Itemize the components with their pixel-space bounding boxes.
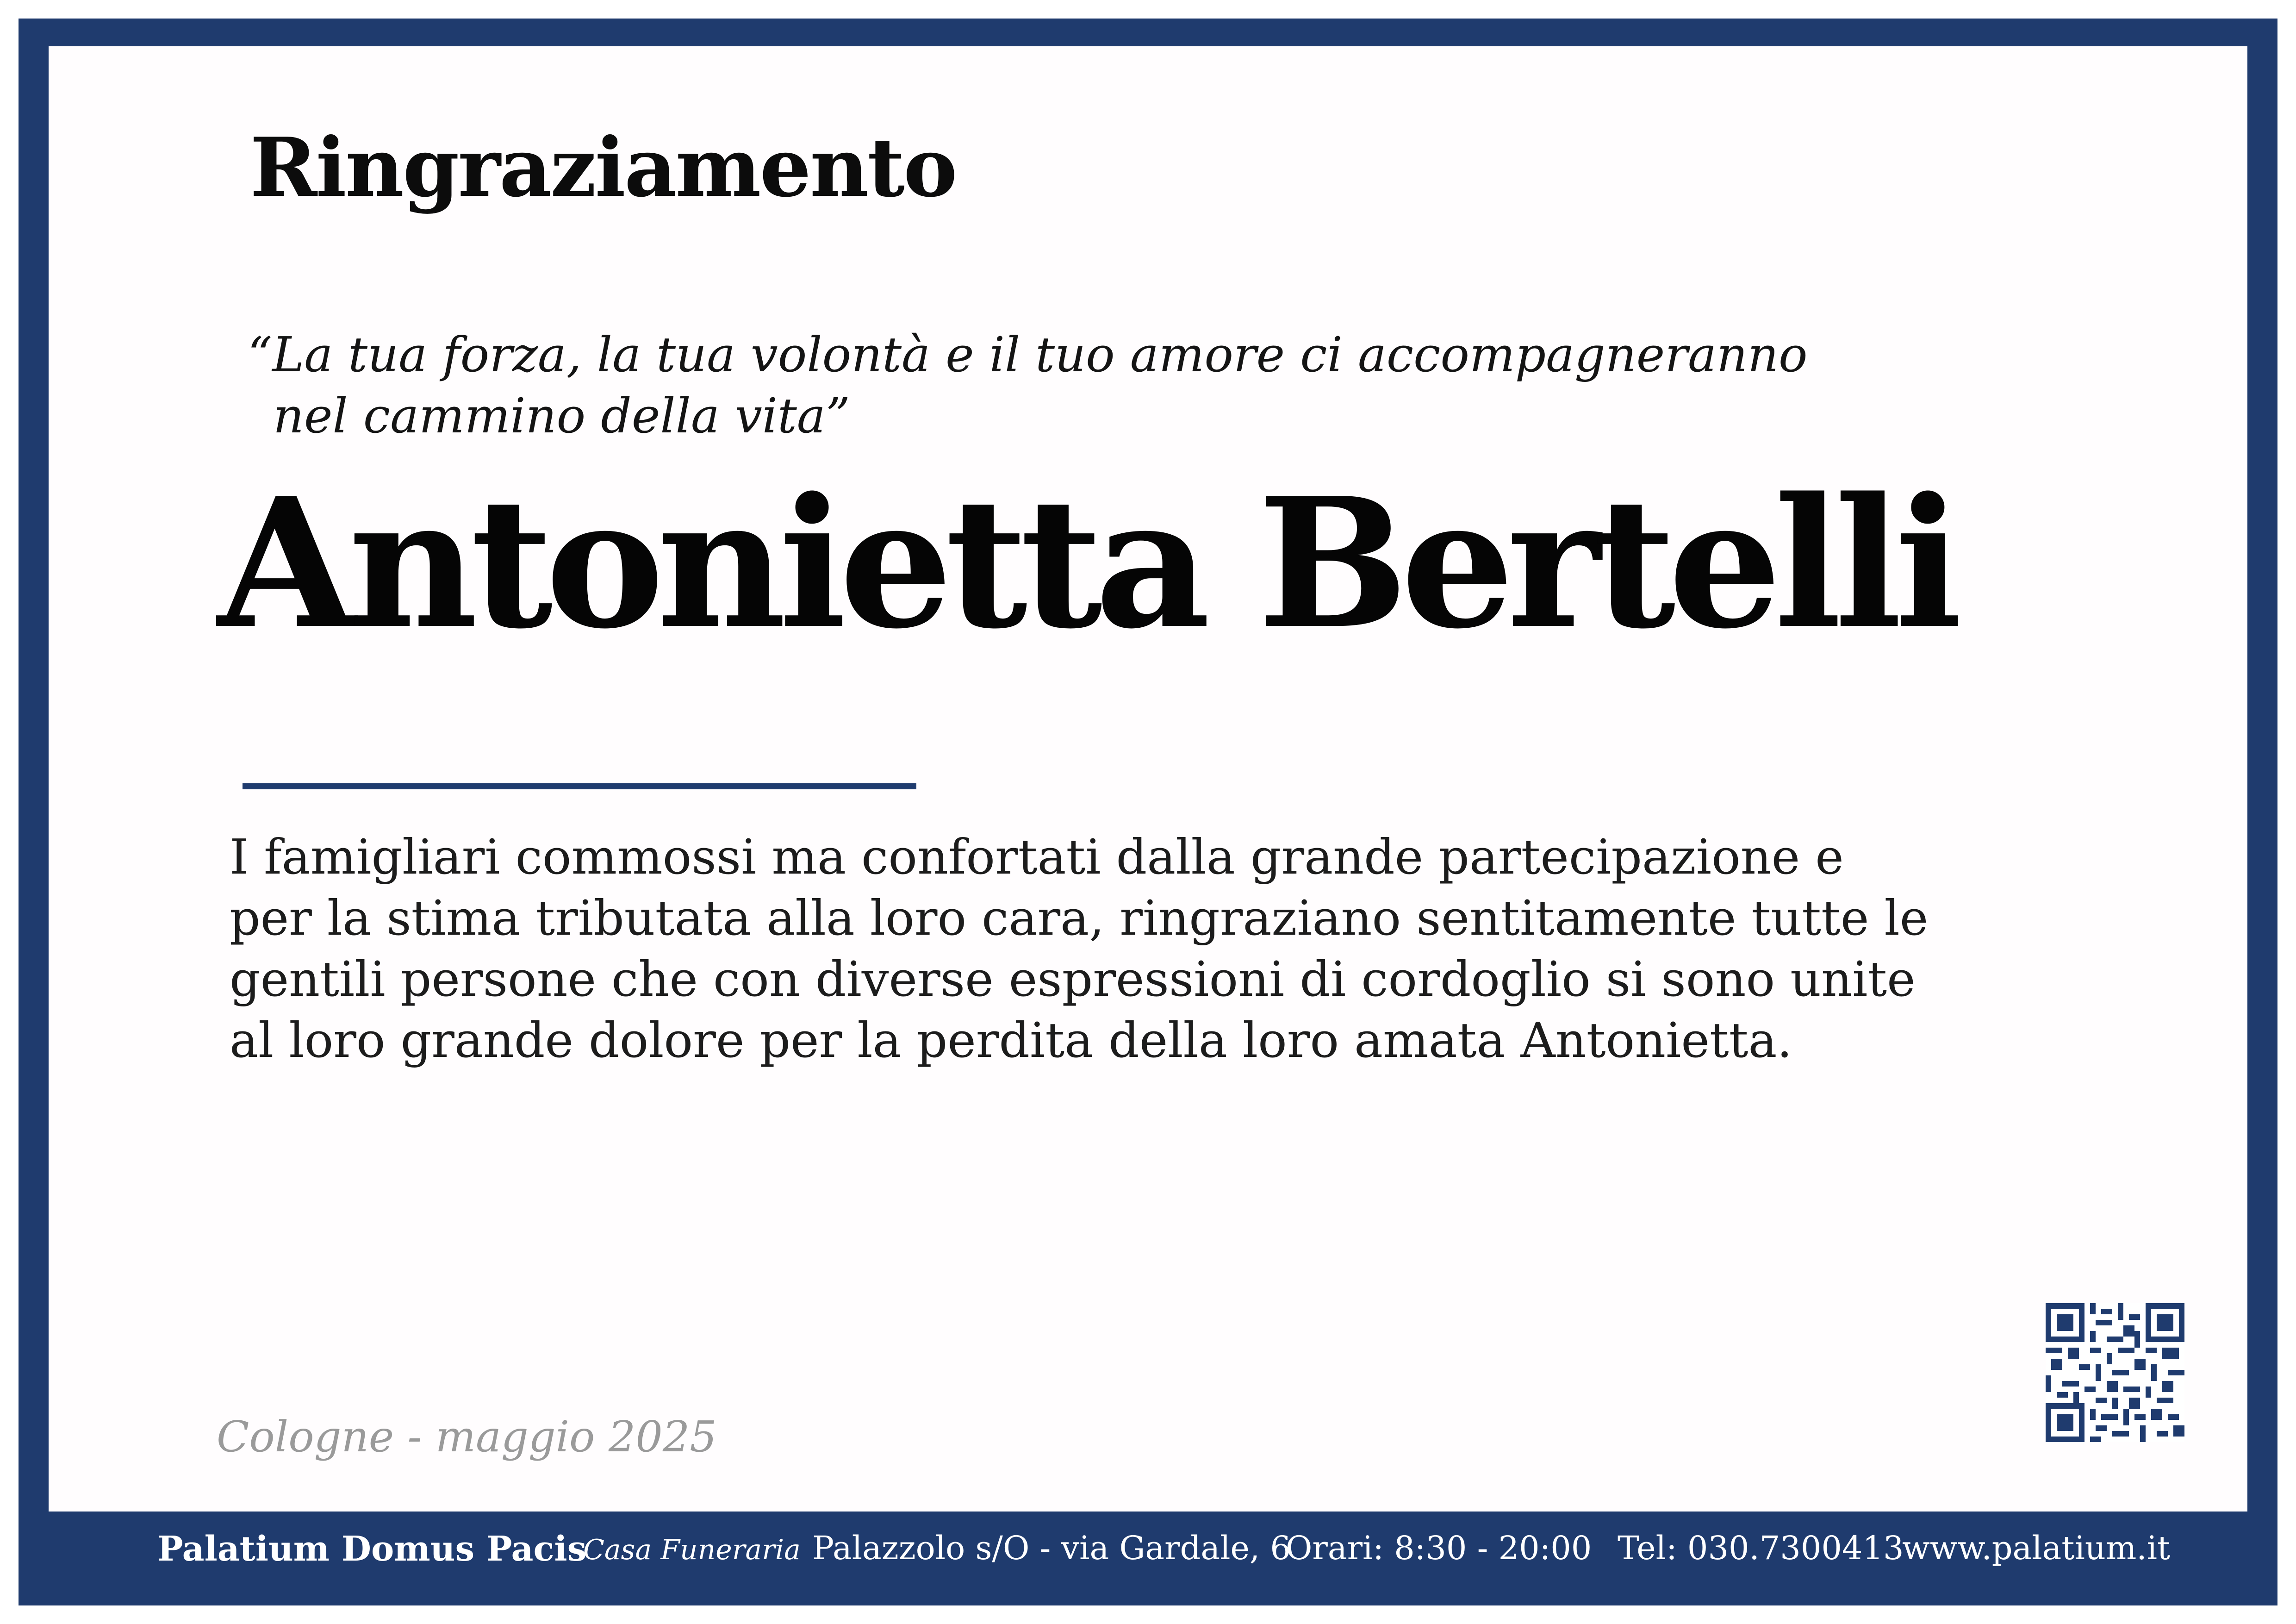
- footer-bar: [19, 1512, 2277, 1605]
- notice-title: Ringraziamento: [250, 120, 956, 215]
- thanks-message: [230, 826, 1928, 1071]
- company-type: Casa Funeraria: [583, 1534, 801, 1566]
- message-line: I famigliari commossi ma confortati dalla grande partecipazione e: [230, 829, 1844, 885]
- divider-line: [243, 783, 916, 789]
- quote-line-2: nel cammino della vita”: [273, 387, 850, 444]
- company-address: Palazzolo s/O - via Gardale, 6: [812, 1529, 1291, 1567]
- place-date: Cologne - maggio 2025: [217, 1412, 717, 1462]
- qr-code-icon[interactable]: [2046, 1303, 2184, 1442]
- phone-number[interactable]: Tel: 030.7300413: [1618, 1529, 1904, 1567]
- memorial-quote: [248, 324, 1808, 446]
- message-line: per la stima tributata alla loro cara, ringraziano sentitamente tutte le: [230, 890, 1929, 946]
- opening-hours: Orari: 8:30 - 20:00: [1286, 1529, 1592, 1567]
- website-link[interactable]: www.palatium.it: [1902, 1529, 2171, 1567]
- deceased-name: Antonietta Bertelli: [218, 458, 1955, 668]
- message-line: gentili persone che con diverse espressioni di cordoglio si sono unite: [230, 951, 1916, 1007]
- message-line: al loro grande dolore per la perdita della loro amata Antonietta.: [230, 1012, 1792, 1068]
- notice-panel: [49, 46, 2247, 1512]
- company-name: Palatium Domus Pacis: [157, 1529, 587, 1569]
- quote-line-1: “La tua forza, la tua volontà e il tuo amore ci accompagneranno: [248, 326, 1808, 383]
